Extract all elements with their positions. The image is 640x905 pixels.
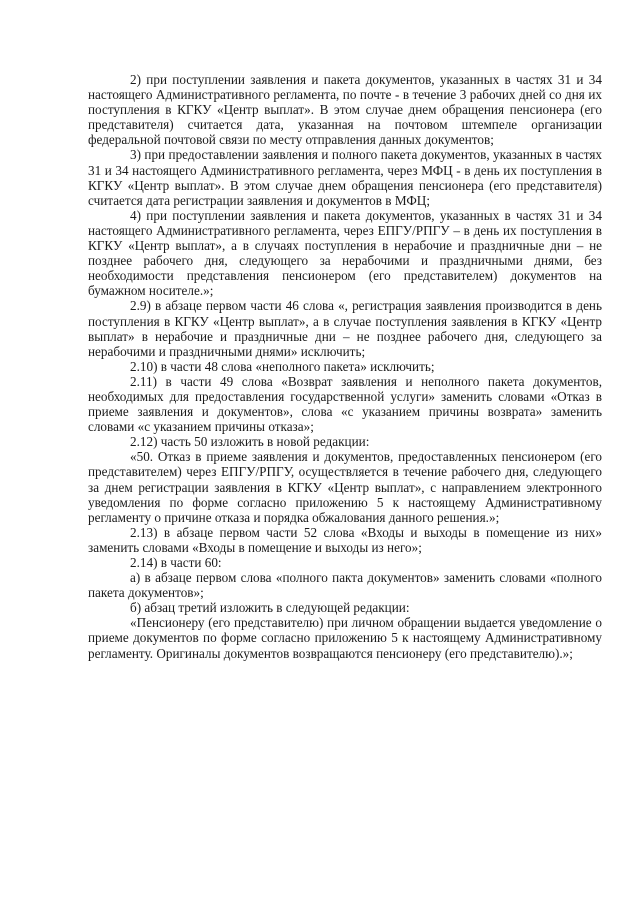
paragraph-2-13: 2.13) в абзаце первом части 52 слова «Входы и выходы в помещение из них» заменить словами «Входы в помещение и выходы из него»; [88,524,602,555]
paragraph-2-10: 2.10) в части 48 слова «неполного пакета» исключить; [130,358,435,374]
paragraph-2-9: 2.9) в абзаце первом части 46 слова «, регистрация заявления производится в день поступления в КГКУ «Центр выплат», а в случае поступления заявления в КГКУ «Центр выплат» в нерабочие и праздничные дни – не позднее рабочего дня, следующего за нерабочими и праздничными днями» исключить; [88,298,602,359]
paragraph-2-12: 2.12) часть 50 изложить в новой редакции: [130,434,370,450]
document-body [88,72,602,661]
paragraph-item-4-epgu: 4) при поступлении заявления и пакета документов, указанных в частях 31 и 34 настоящего Административного регламента, через ЕПГУ/РПГУ – в день их поступления в КГКУ «Центр выплат», а в случаях поступления в нерабочие и праздничные дни – не позднее рабочего дня, следующего за нерабочими и праздничными днями, без необходимости представления пенсионером (его представителем) документов на бумажном носителе.»; [88,207,602,299]
paragraph-quote-pensioner: «Пенсионеру (его представителю) при личном обращении выдается уведомление о приеме документов по форме согласно приложению 5 к настоящему Административному регламенту. Оригиналы документов возвращаются пенсионеру (его представителю).»; [88,615,602,661]
paragraph-2-14-a: а) в абзаце первом слова «полного пакта документов» заменить словами «полного пакета документов»; [88,570,602,601]
paragraph-item-3-mfc: 3) при предоставлении заявления и полного пакета документов, указанных в частях 31 и 34 настоящего Административного регламента, через МФЦ - в день их поступления в КГКУ «Центр выплат». В этом случае днем обращения пенсионера (его представителя) считается дата регистрации заявления и документов в МФЦ; [88,147,602,208]
paragraph-part-50: «50. Отказ в приеме заявления и документов, предоставленных пенсионером (его представителем) через ЕПГУ/РПГУ, осуществляется в течение рабочего дня, следующего за днем регистрации заявления в КГКУ «Центр выплат», с направлением электронного уведомления по форме согласно приложению 5 к настоящему Административному регламенту о причине отказа и порядка обжалования данного решения.»; [88,449,602,525]
paragraph-item-2-mail: 2) при поступлении заявления и пакета документов, указанных в частях 31 и 34 настоящего Административного регламента, по почте - в течение 3 рабочих дней со дня их поступления в КГКУ «Центр выплат». В этом случае днем обращения пенсионера (его представителя) считается дата, указанная на почтовом штемпеле организации федеральной почтовой связи по месту отправления данных документов; [88,72,602,148]
paragraph-2-14-b: б) абзац третий изложить в следующей редакции: [130,600,410,616]
paragraph-2-11: 2.11) в части 49 слова «Возврат заявления и неполного пакета документов, необходимых для предоставления государственной услуги» заменить словами «Отказ в приеме заявления и документов», слова «с указанием причины возврата» заменить словами «с указанием причины отказа»; [88,373,602,435]
paragraph-2-14: 2.14) в части 60: [130,555,222,570]
